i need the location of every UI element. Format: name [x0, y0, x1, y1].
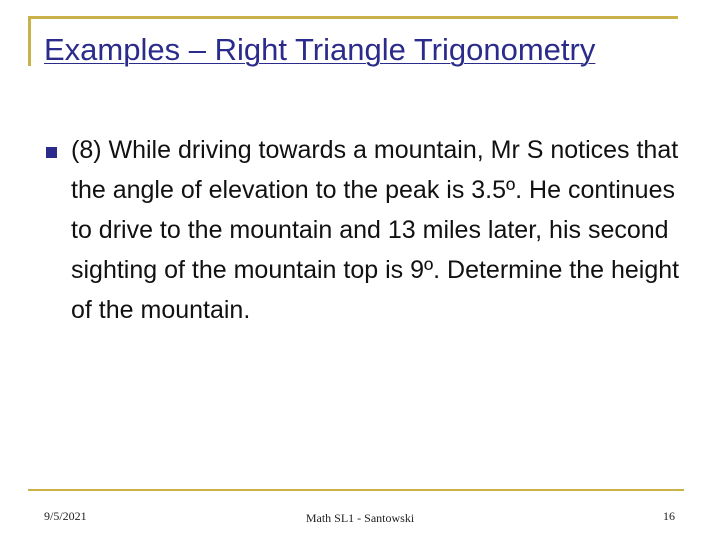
bullet-text: (8) While driving towards a mountain, Mr S notices that the angle of elevation to the peak is 3.5º. He continues to drive to the mountain and 13 miles later, his second sighting of the mountain top is 9º. Determine the height of the mountain. [71, 136, 680, 324]
footer-rule [28, 489, 684, 491]
footer-date: 9/5/2021 [44, 509, 87, 523]
left-rule [28, 16, 31, 66]
footer-course: Math SL1 - Santowski [305, 511, 415, 525]
square-bullet-icon [46, 147, 57, 158]
footer-page-number: 16 [663, 509, 675, 523]
top-rule [28, 16, 678, 19]
slide-title: Examples – Right Triangle Trigonometry [44, 32, 596, 67]
